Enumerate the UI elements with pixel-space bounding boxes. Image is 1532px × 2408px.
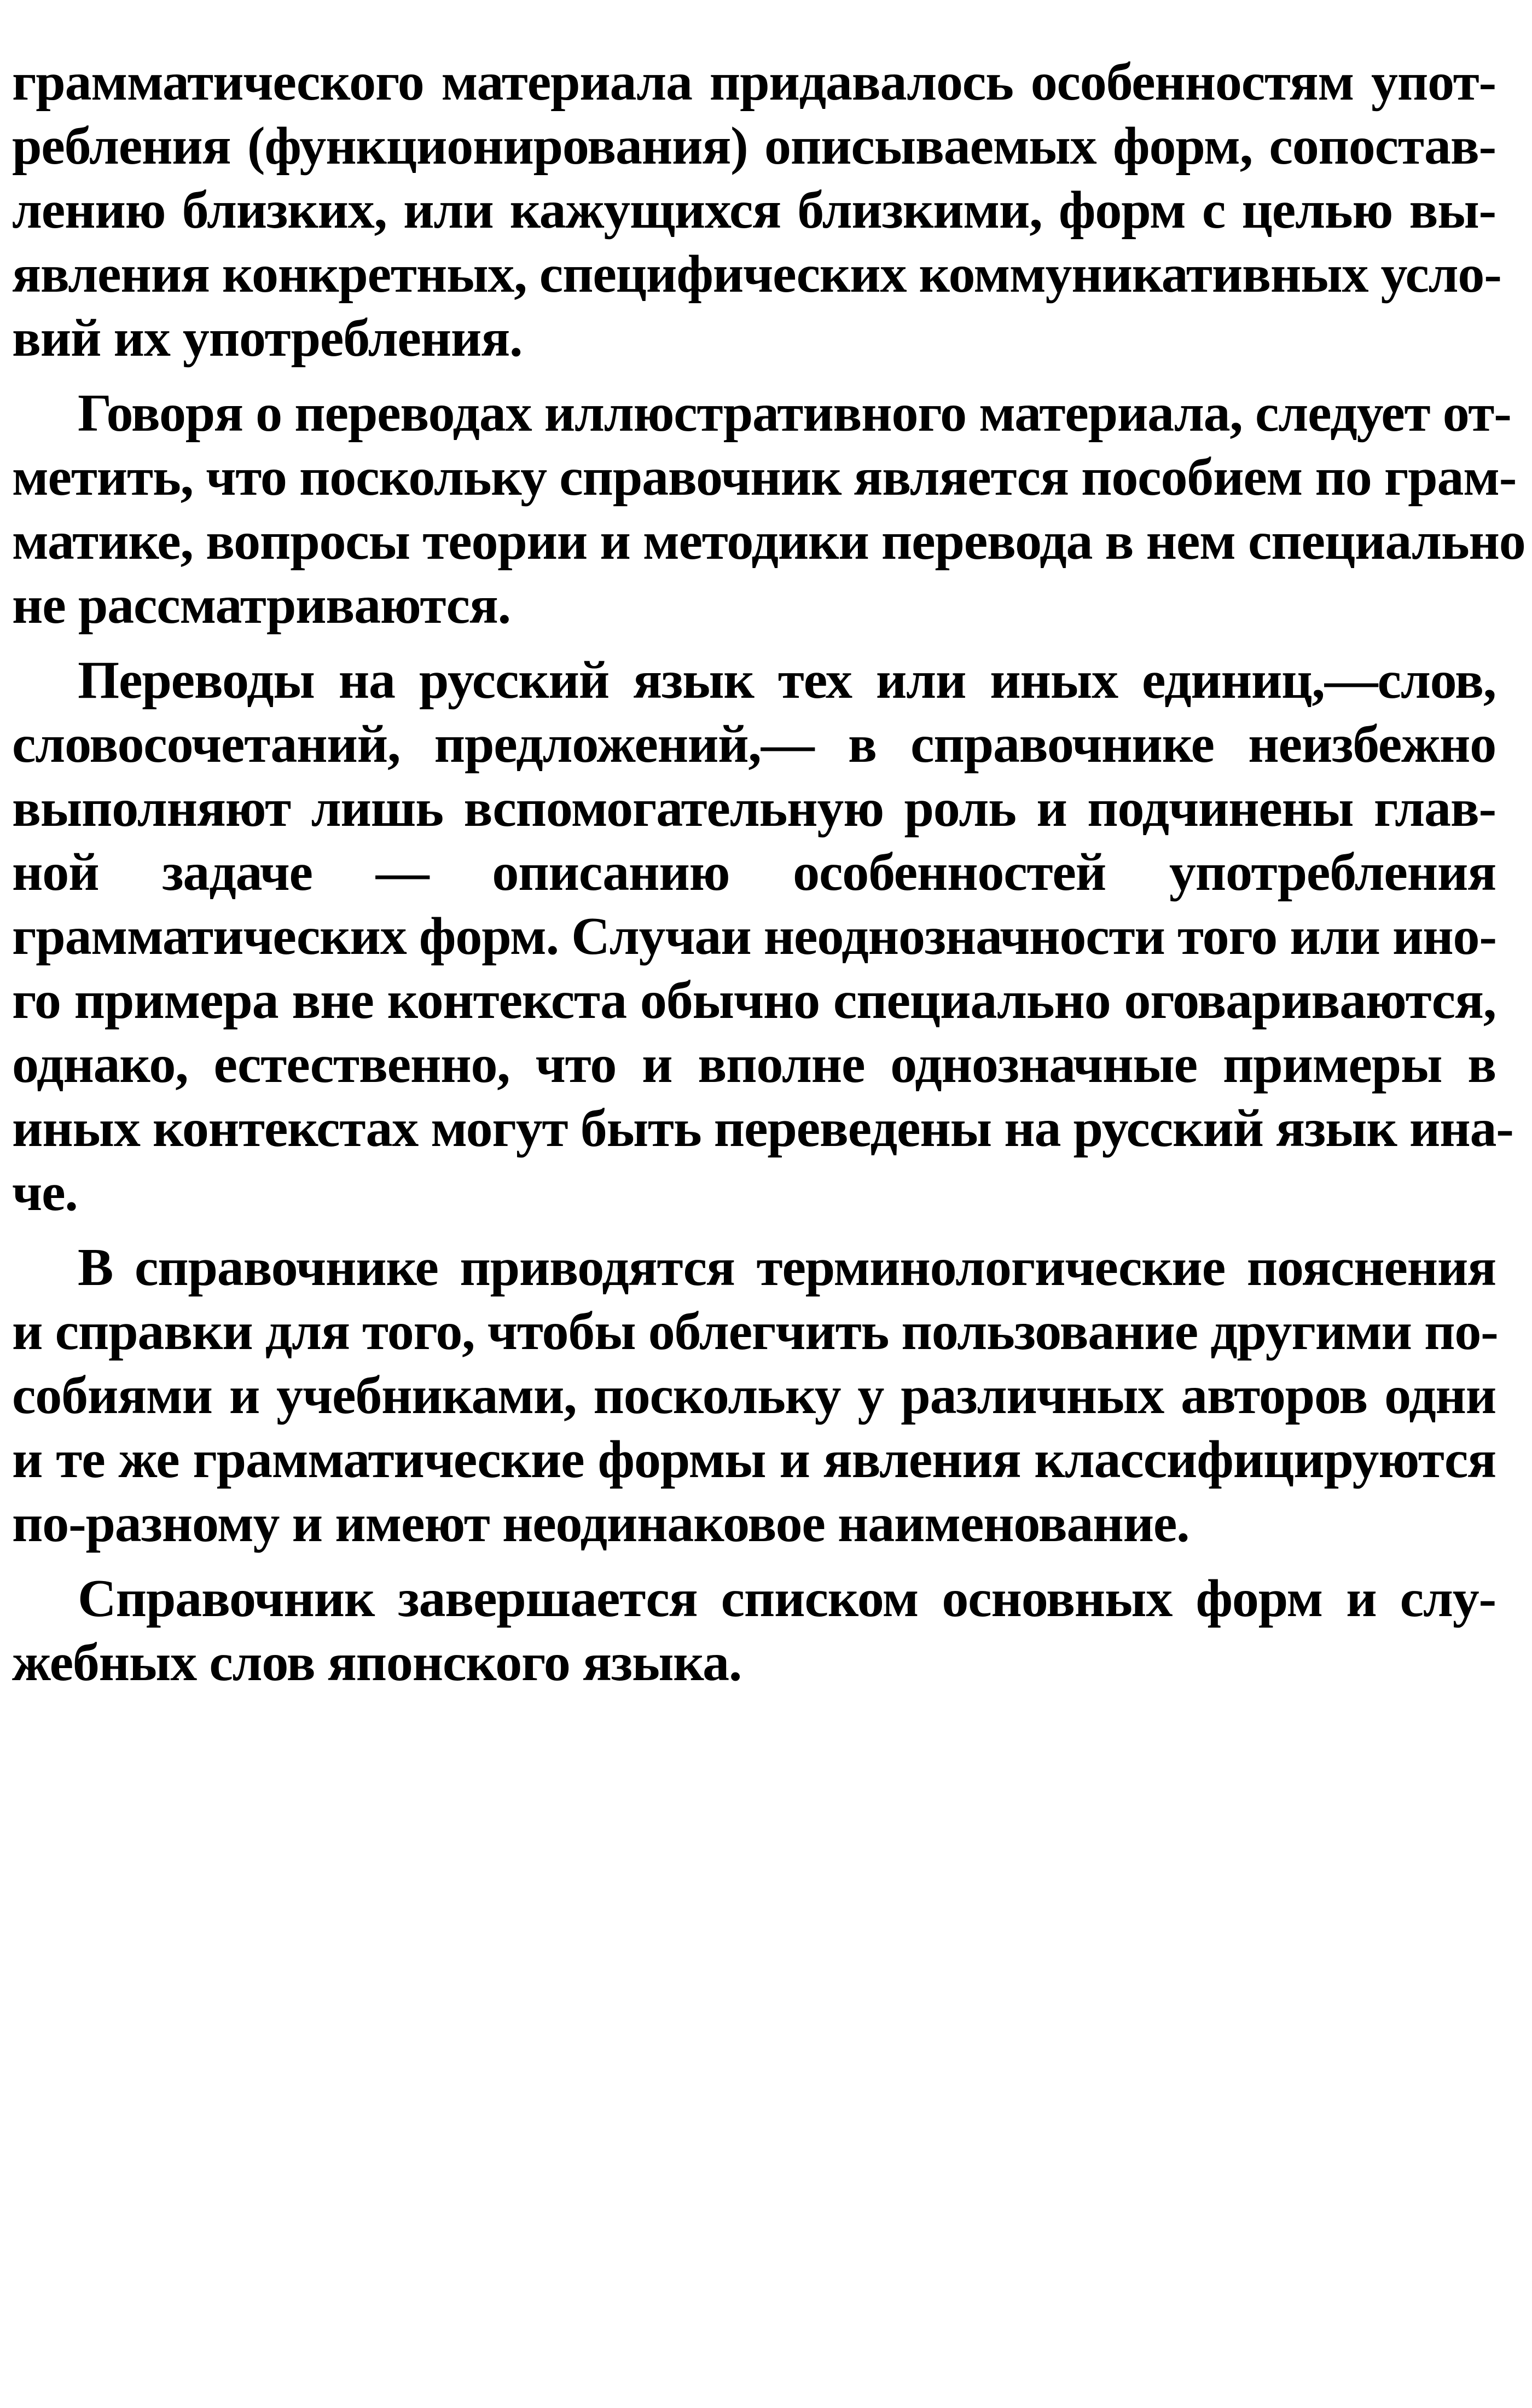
text-line: собиями и учебниками, поскольку у различных авторов одни: [12, 1366, 1496, 1425]
text-line: грамматического материала придавалось особенностям упот-: [12, 53, 1496, 112]
text-line: однако, естественно, что и вполне однозначные примеры в: [12, 1035, 1496, 1094]
text-line: явления конкретных, специфических коммуникативных усло-: [12, 245, 1501, 304]
paragraph: [12, 381, 1525, 638]
text-line: лению близких, или кажущихся близкими, форм с целью вы-: [12, 181, 1496, 240]
text-line: Переводы на русский язык тех или иных единиц,—слов,: [78, 651, 1496, 710]
paragraph: [12, 1567, 1496, 1695]
text-line: че.: [12, 1163, 78, 1222]
text-line: Справочник завершается списком основных форм и слу-: [78, 1569, 1496, 1628]
text-line: не рассматриваются.: [12, 576, 510, 635]
text-line: и справки для того, чтобы облегчить пользование другими по-: [12, 1302, 1498, 1361]
body-text: [12, 50, 1525, 1706]
text-line: словосочетаний, предложений,— в справочнике неизбежно: [12, 715, 1496, 774]
text-line: грамматических форм. Случаи неоднозначности того или ино-: [12, 907, 1496, 966]
text-line: Говоря о переводах иллюстративного материала, следует от-: [78, 384, 1511, 443]
text-line: вий их употребления.: [12, 309, 523, 368]
text-line: метить, что поскольку справочник является пособием по грам-: [12, 448, 1517, 507]
text-line: го примера вне контекста обычно специально оговариваются,: [12, 971, 1496, 1030]
text-line: жебных слов японского языка.: [12, 1633, 742, 1692]
text-line: иных контекстах могут быть переведены на русский язык ина-: [12, 1099, 1513, 1158]
text-line: и те же грамматические формы и явления классифицируются: [12, 1430, 1496, 1489]
text-line: по-разному и имеют неодинаковое наименование.: [12, 1494, 1189, 1553]
paragraph: [12, 50, 1501, 371]
paragraph: [12, 1236, 1496, 1556]
text-line: матике, вопросы теории и методики перевода в нем специально: [12, 512, 1525, 571]
text-line: выполняют лишь вспомогательную роль и подчинены глав-: [12, 779, 1496, 838]
text-line: ребления (функционирования) описываемых форм, сопостав-: [12, 117, 1496, 176]
text-line: ной задаче — описанию особенностей употребления: [12, 843, 1496, 902]
paragraph: [12, 649, 1513, 1225]
text-line: В справочнике приводятся терминологические пояснения: [78, 1238, 1496, 1297]
